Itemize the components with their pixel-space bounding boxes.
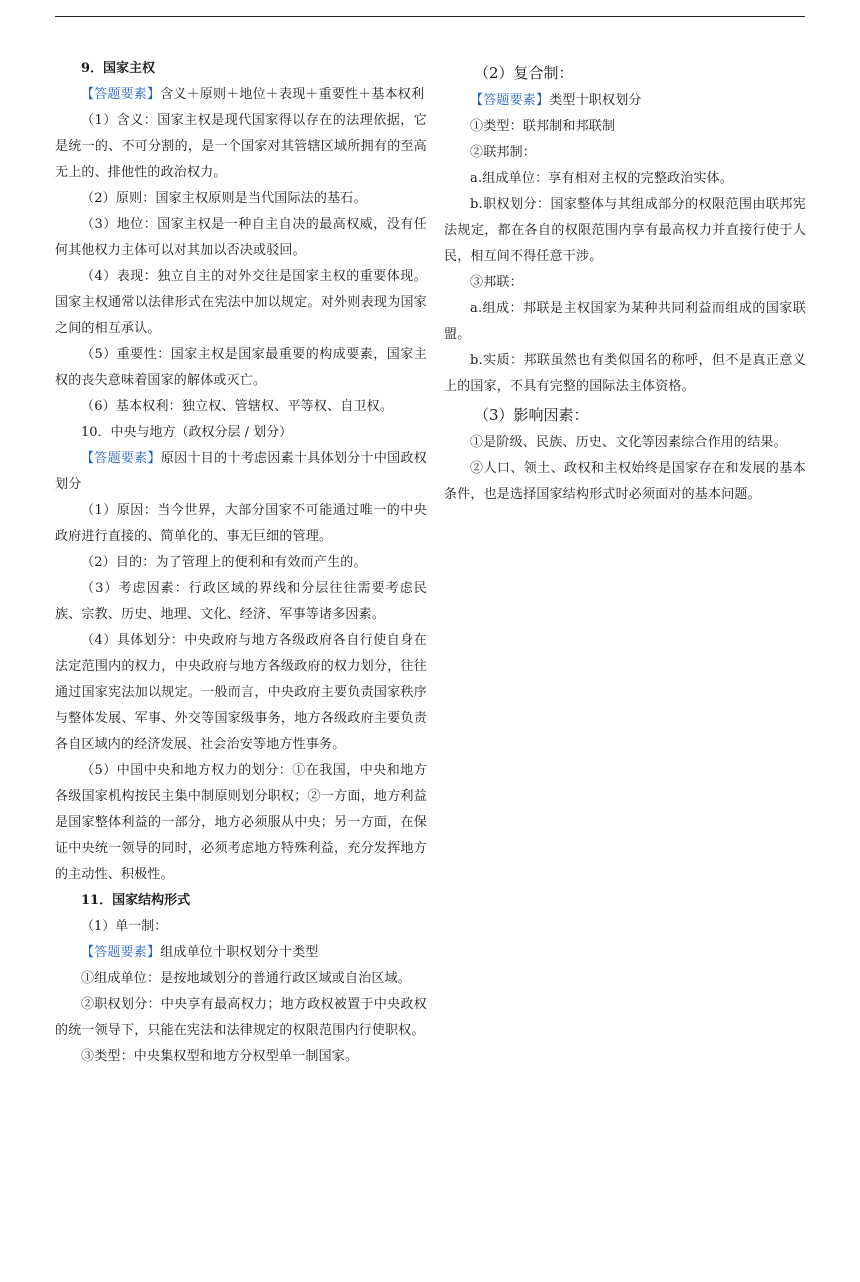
section-11-answer-elements	[55, 940, 427, 966]
paragraph: （6）基本权利：独立权、管辖权、平等权、自卫权。	[81, 399, 394, 414]
answer-elements-tag: 【答题要素】	[81, 451, 161, 466]
compound-answer-elements	[444, 88, 806, 114]
paragraph: ①类型：联邦制和邦联制	[470, 119, 616, 134]
paragraph: b.实质：邦联虽然也有类似国名的称呼，但不是真正意义上的国家，不具有完整的国际法主体资格。	[444, 353, 806, 394]
section-10-answer-elements	[55, 446, 427, 498]
paragraph: ①是阶级、民族、历史、文化等因素综合作用的结果。	[470, 435, 787, 450]
paragraph: ③类型：中央集权型和地方分权型单一制国家。	[81, 1049, 359, 1064]
paragraph: ③邦联：	[470, 275, 523, 290]
paragraph: （3）考虑因素：行政区域的界线和分层往往需要考虑民族、宗教、历史、地理、文化、经济、军事等诸多因素。	[55, 581, 427, 622]
section-9-answer-elements	[55, 82, 427, 108]
header-rule	[55, 16, 805, 17]
subsection-unitary-title: （1）单一制：	[81, 919, 168, 934]
answer-elements-text: 含义＋原则＋地位＋表现＋重要性＋基本权利	[160, 87, 425, 102]
paragraph: b.职权划分：国家整体与其组成部分的权限范围由联邦宪法规定，都在各自的权限范围内享有最高权力并直接行使于人民，相互间不得任意干涉。	[444, 197, 806, 264]
paragraph: ①组成单位：是按地域划分的普通行政区域或自治区域。	[81, 971, 412, 986]
paragraph: （4）表现：独立自主的对外交往是国家主权的重要体现。国家主权通常以法律形式在宪法中加以规定。对外则表现为国家之间的相互承认。	[55, 269, 427, 336]
paragraph: ②联邦制：	[470, 145, 537, 160]
answer-elements-tag: 【答题要素】	[81, 87, 161, 102]
section-10-title: 10．中央与地方（政权分层 / 划分）	[81, 425, 293, 440]
section-9-title: 9．国家主权	[81, 61, 156, 76]
right-column	[444, 56, 806, 508]
section-11-title: 11．国家结构形式	[81, 893, 191, 908]
answer-elements-text: 组成单位十职权划分十类型	[160, 945, 319, 960]
answer-elements-tag: 【答题要素】	[81, 945, 161, 960]
paragraph: （4）具体划分：中央政府与地方各级政府各自行使自身在法定范围内的权力，中央政府与地方各级政府的权力划分，往往通过国家宪法加以规定。一般而言，中央政府主要负责国家秩序与整体发展、军事、外交等国家级事务，地方各级政府主要负责各自区域内的经济发展、社会治安等地方性事务。	[55, 633, 427, 752]
paragraph: ②职权划分：中央享有最高权力；地方政权被置于中央政权的统一领导下，只能在宪法和法律规定的权限范围内行使职权。	[55, 997, 427, 1038]
paragraph: （2）目的：为了管理上的便利和有效而产生的。	[81, 555, 367, 570]
paragraph: （3）地位：国家主权是一种自主自决的最高权威，没有任何其他权力主体可以对其加以否决或驳回。	[55, 217, 427, 258]
subsection-compound-title: （2）复合制：	[474, 64, 574, 82]
paragraph: a.组成：邦联是主权国家为某种共同利益而组成的国家联盟。	[444, 301, 806, 342]
paragraph: （5）中国中央和地方权力的划分：①在我国，中央和地方各级国家机构按民主集中制原则划分职权；②一方面，地方利益是国家整体利益的一部分，地方必须服从中央；另一方面，在保证中央统一领导的同时，必须考虑地方特殊利益，充分发挥地方的主动性、积极性。	[55, 763, 427, 882]
paragraph: （5）重要性：国家主权是国家最重要的构成要素，国家主权的丧失意味着国家的解体或灭亡。	[55, 347, 427, 388]
paragraph: （1）含义：国家主权是现代国家得以存在的法理依据，它是统一的、不可分割的，是一个国家对其管辖区域所拥有的至高无上的、排他性的政治权力。	[55, 113, 427, 180]
answer-elements-tag: 【答题要素】	[470, 93, 550, 108]
paragraph: a.组成单位：享有相对主权的完整政治实体。	[470, 171, 734, 186]
answer-elements-text: 类型十职权划分	[549, 93, 642, 108]
answer-elements-text: 原因十目的十考虑因素十具体划分十中国政权划分	[55, 451, 427, 492]
paragraph: （2）原则：国家主权原则是当代国际法的基石。	[81, 191, 367, 206]
paragraph: （1）原因：当今世界，大部分国家不可能通过唯一的中央政府进行直接的、简单化的、事无巨细的管理。	[55, 503, 427, 544]
subsection-factors-title: （3）影响因素：	[474, 406, 589, 424]
left-column	[55, 56, 427, 1070]
paragraph: ②人口、领土、政权和主权始终是国家存在和发展的基本条件，也是选择国家结构形式时必须面对的基本问题。	[444, 461, 806, 502]
